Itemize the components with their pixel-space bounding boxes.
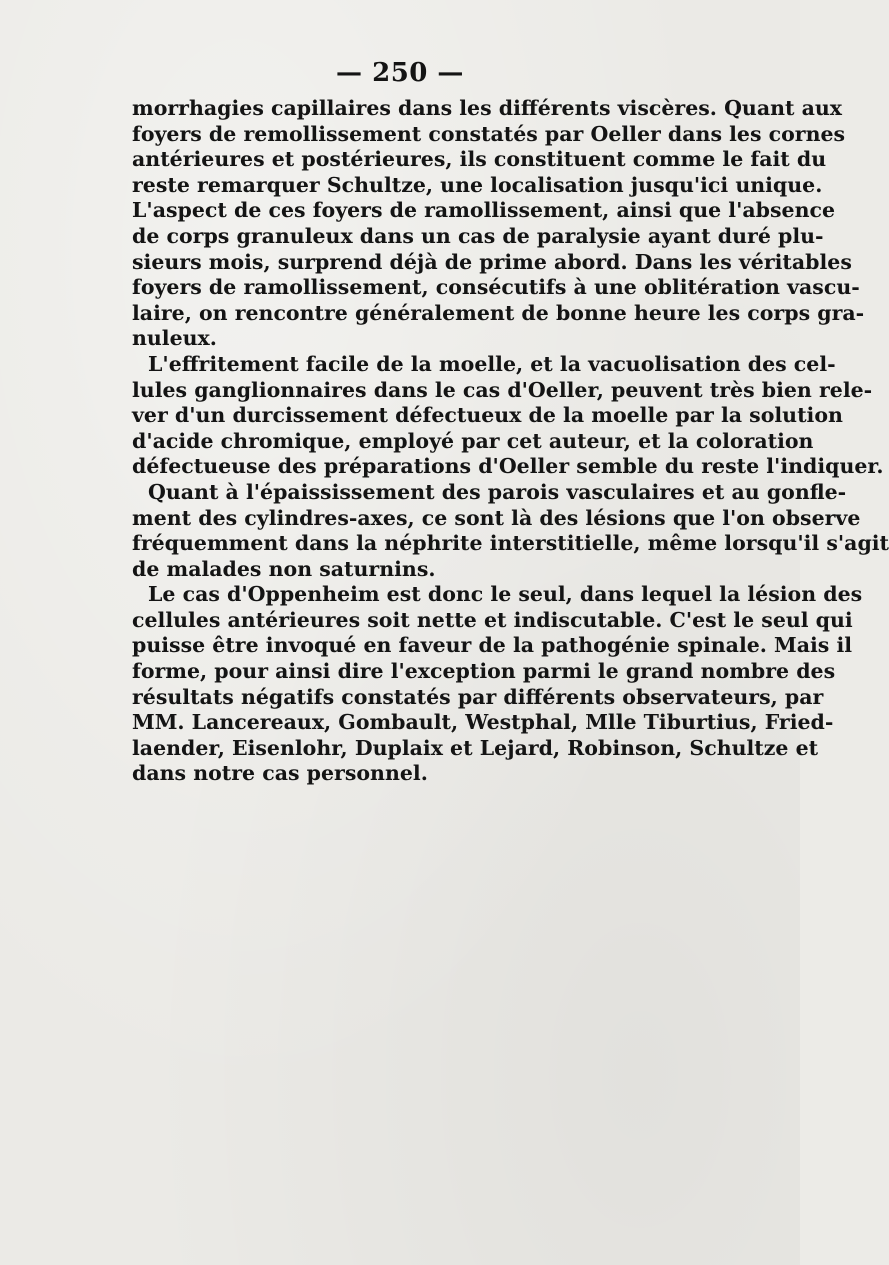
text-line: MM. Lancereaux, Gombault, Westphal, Mlle Tiburtius, Fried- — [132, 710, 834, 735]
text-line: foyers de ramollissement, consécutifs à une oblitération vascu- — [132, 275, 860, 300]
text-line: laire, on rencontre généralement de bonne heure les corps gra- — [132, 300, 865, 325]
text-line: L'effritement facile de la moelle, et la vacuolisation des cel- — [148, 351, 836, 376]
text-line: ver d'un durcissement défectueux de la moelle par la solution — [132, 403, 843, 428]
text-line: cellules antérieures soit nette et indiscutable. C'est le seul qui — [132, 607, 853, 632]
paragraph — [132, 479, 889, 582]
text-line: défectueuse des préparations d'Oeller semble du reste l'indiquer. — [132, 454, 884, 479]
text-line: de malades non saturnins. — [132, 556, 436, 581]
text-line: lules ganglionnaires dans le cas d'Oeller, peuvent très bien rele- — [132, 377, 873, 402]
text-line: nuleux. — [132, 326, 217, 351]
text-line: laender, Eisenlohr, Duplaix et Lejard, Robinson, Schultze et — [132, 735, 819, 760]
body-text — [132, 96, 889, 787]
text-line: reste remarquer Schultze, une localisation jusqu'ici unique. — [132, 172, 823, 197]
text-line: forme, pour ainsi dire l'exception parmi le grand nombre des — [132, 659, 836, 684]
text-line: dans notre cas personnel. — [132, 761, 428, 786]
text-line: de corps granuleux dans un cas de paralysie ayant duré plu- — [132, 223, 824, 248]
text-line: Le cas d'Oppenheim est donc le seul, dans lequel la lésion des — [148, 582, 863, 607]
text-line: sieurs mois, surprend déjà de prime abord. Dans les véritables — [132, 249, 852, 274]
page-number: — 250 — — [336, 58, 464, 88]
paragraph — [132, 351, 884, 480]
paragraph — [132, 96, 865, 352]
text-line: puisse être invoqué en faveur de la pathogénie spinale. Mais il — [132, 633, 853, 658]
text-line: ment des cylindres-axes, ce sont là des lésions que l'on observe — [132, 505, 861, 530]
text-line: foyers de remollissement constatés par Oeller dans les cornes — [132, 121, 846, 146]
text-line: fréquemment dans la néphrite interstitielle, même lorsqu'il s'agit — [132, 531, 889, 556]
text-line: morrhagies capillaires dans les différents viscères. Quant aux — [132, 96, 843, 120]
text-line: L'aspect de ces foyers de ramollissement, ainsi que l'absence — [132, 198, 836, 223]
paragraph — [132, 582, 863, 787]
show-through-decoration — [120, 800, 720, 827]
text-line: résultats négatifs constatés par différents observateurs, par — [132, 684, 824, 709]
text-line: Quant à l'épaississement des parois vasculaires et au gonfle- — [148, 479, 847, 504]
text-line: antérieures et postérieures, ils constituent comme le fait du — [132, 147, 827, 172]
text-line: d'acide chromique, employé par cet auteur, et la coloration — [132, 428, 814, 453]
